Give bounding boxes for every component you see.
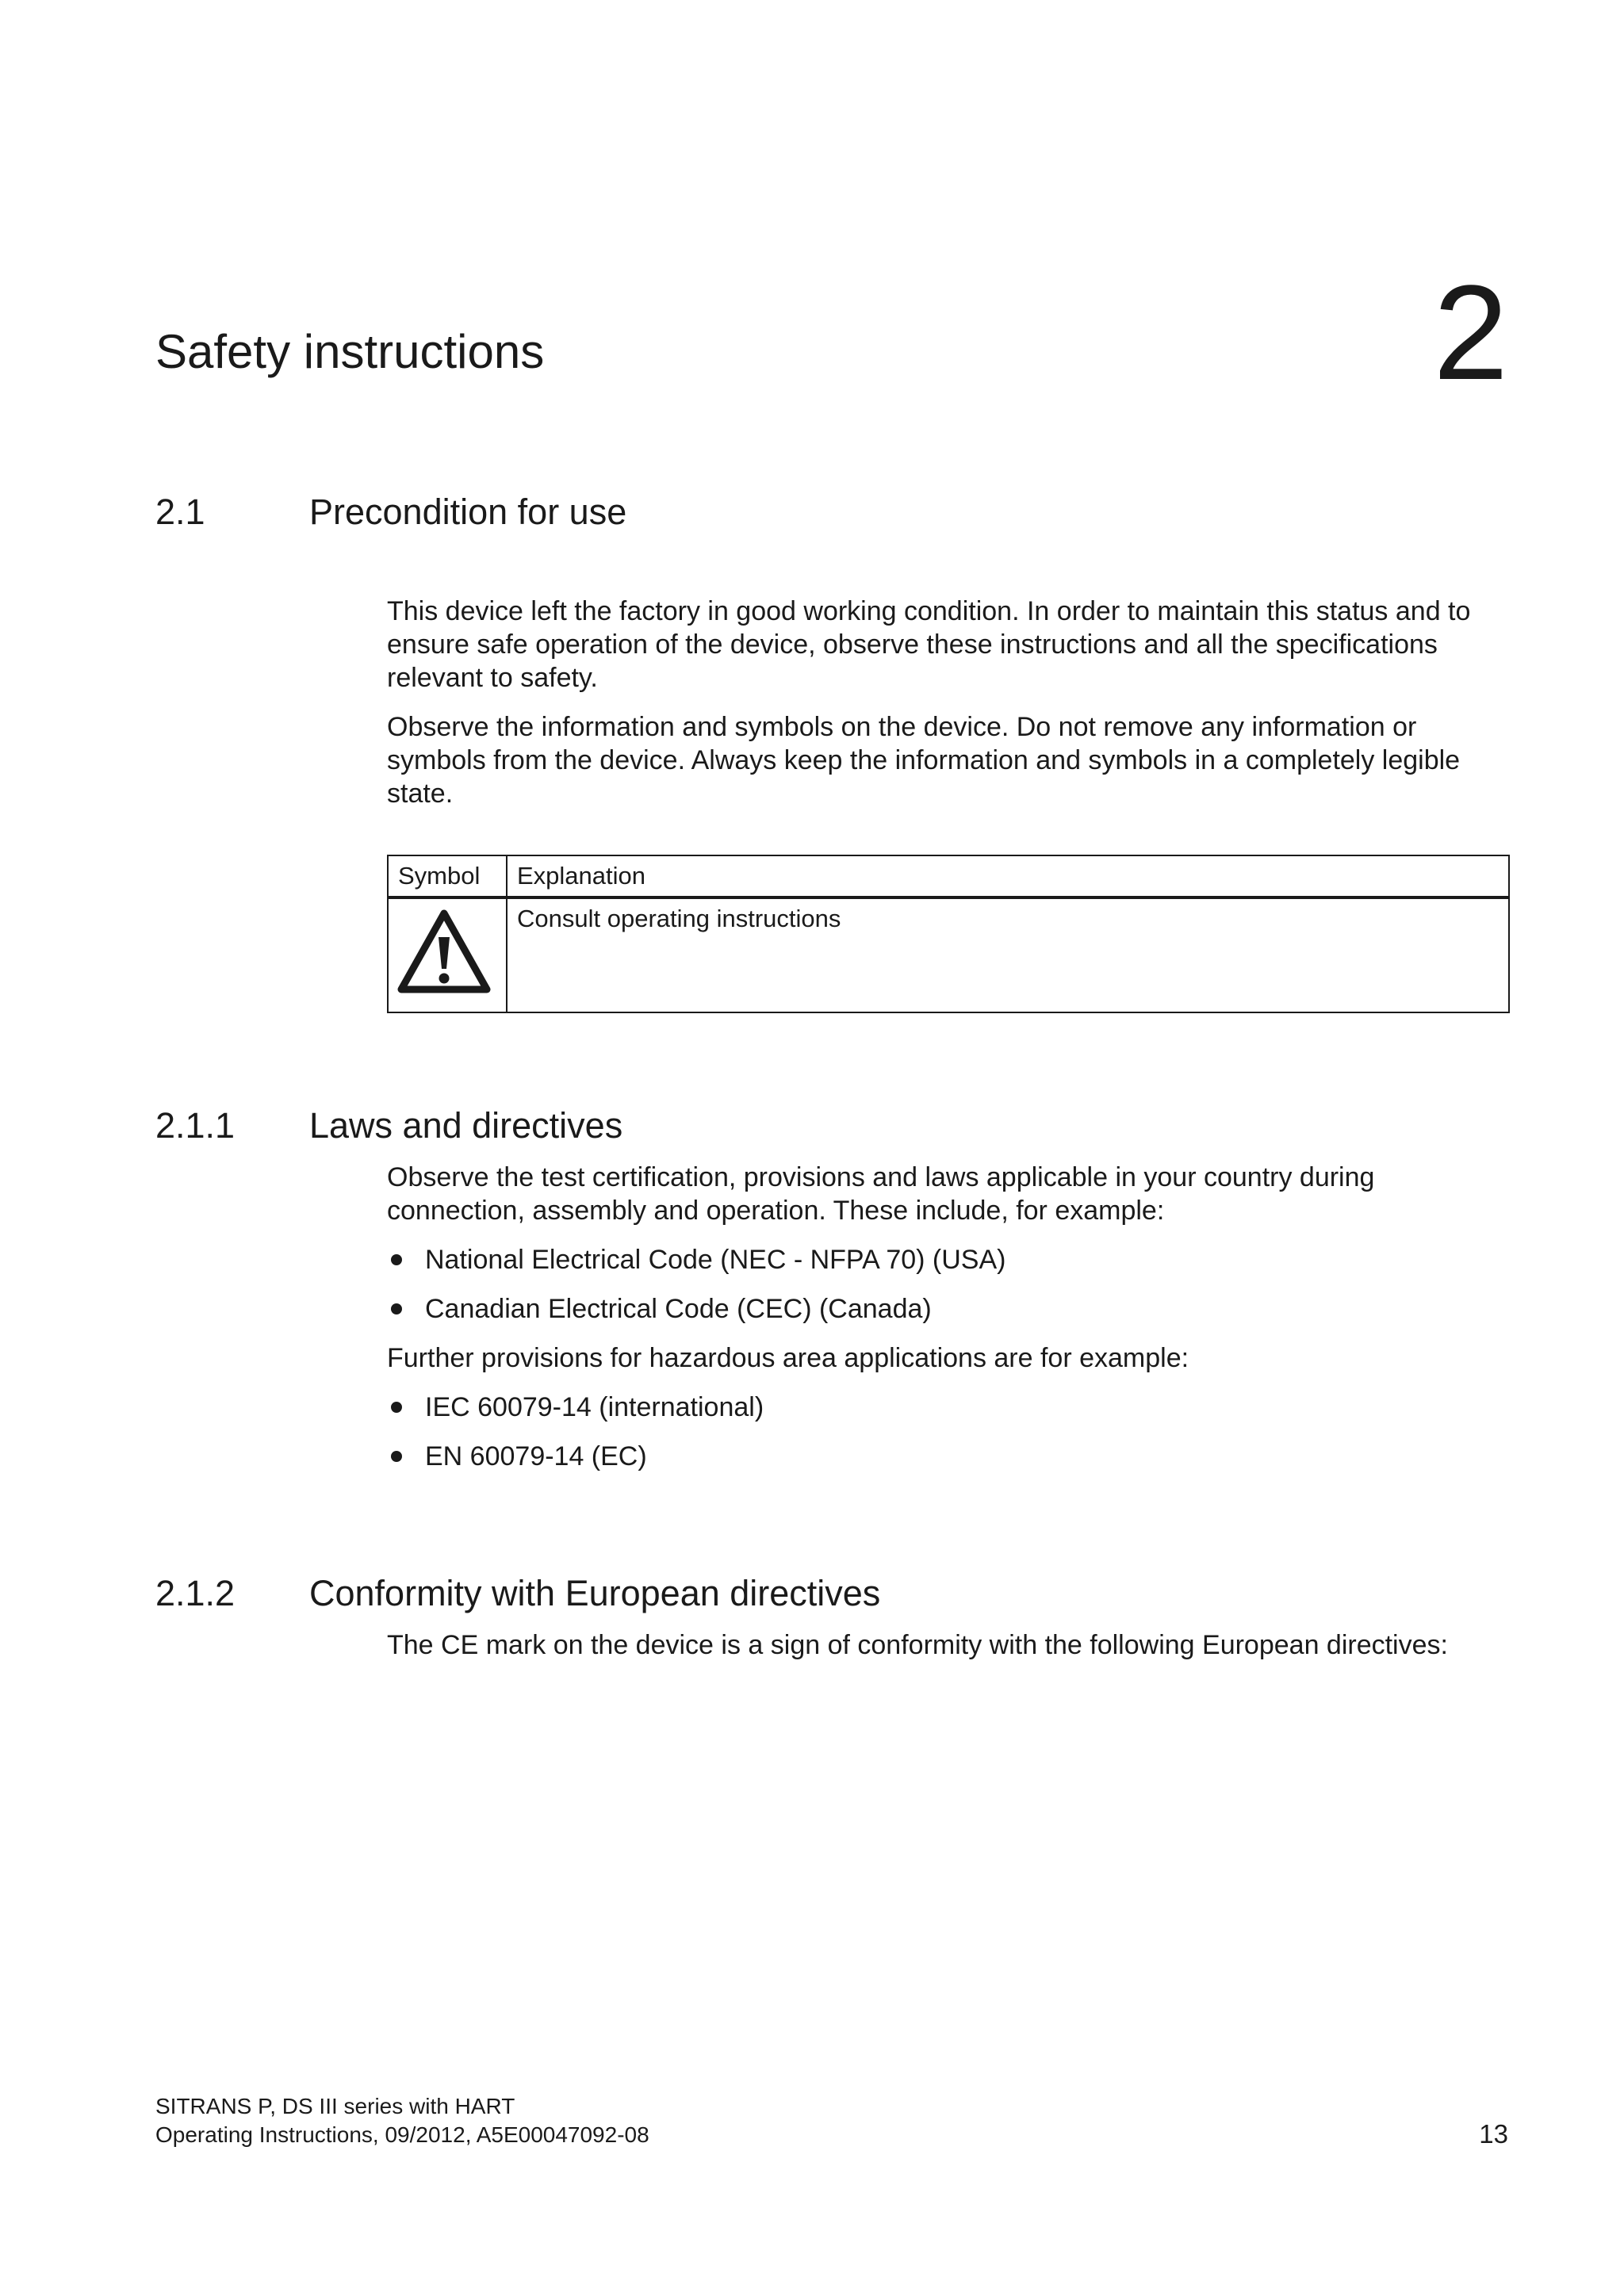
list-item-text: IEC 60079-14 (international): [425, 1392, 764, 1422]
bullet-dot: [391, 1254, 402, 1265]
bullet-dot: [391, 1451, 402, 1462]
section-2-1-title: Precondition for use: [309, 492, 627, 532]
table-header-symbol: Symbol: [388, 855, 507, 897]
paragraph: This device left the factory in good working condition. In order to maintain this status and to ensure safe operation of the device, observe these instructions and all the specifications relevant to safety.: [387, 596, 1471, 693]
explanation-cell: Consult operating instructions: [507, 897, 1509, 1012]
table-header-explanation: Explanation: [507, 855, 1509, 897]
table-header-row: [388, 855, 1509, 897]
paragraph: Observe the information and symbols on the device. Do not remove any information or symbols from the device. Always keep the information and symbols in a completely legible state.: [387, 712, 1461, 809]
chapter-title: Safety instructions: [155, 325, 545, 378]
section-2-1-2-body: [387, 1628, 1513, 1678]
list-item-text: Canadian Electrical Code (CEC) (Canada): [425, 1294, 932, 1324]
bullet-dot: [391, 1402, 402, 1413]
section-2-1-1-body: [387, 1161, 1513, 1489]
paragraph: The CE mark on the device is a sign of conformity with the following European directives:: [387, 1630, 1448, 1660]
bullet-dot: [391, 1303, 402, 1314]
chapter-number: 2: [1433, 258, 1508, 408]
list-item: [387, 1391, 1513, 1424]
table-row: [388, 897, 1509, 1012]
list-item: [387, 1243, 1513, 1276]
symbol-table: [387, 855, 1510, 1013]
paragraph: Further provisions for hazardous area applications are for example:: [387, 1343, 1189, 1373]
section-2-1-2-title: Conformity with European directives: [309, 1573, 881, 1613]
section-2-1-1-title: Laws and directives: [309, 1105, 623, 1146]
warning-triangle-icon: [396, 907, 492, 996]
symbol-cell: [388, 897, 507, 1012]
list-item: [387, 1292, 1513, 1326]
list-item-text: National Electrical Code (NEC - NFPA 70) (USA): [425, 1245, 1006, 1275]
section-2-1-1-number: 2.1.1: [155, 1105, 236, 1146]
bullet-list: [387, 1391, 1513, 1473]
section-2-1-body: [387, 595, 1513, 826]
bullet-list: [387, 1243, 1513, 1326]
list-item-text: EN 60079-14 (EC): [425, 1441, 647, 1471]
footer-document-info: Operating Instructions, 09/2012, A5E00047092-08: [155, 2122, 649, 2147]
paragraph: Observe the test certification, provisions and laws applicable in your country during connection, assembly and operation. These include, for example:: [387, 1162, 1375, 1226]
page-number: 13: [1479, 2119, 1508, 2149]
footer-product: SITRANS P, DS III series with HART: [155, 2094, 515, 2118]
list-item: [387, 1440, 1513, 1473]
section-2-1-number: 2.1: [155, 492, 205, 532]
section-2-1-2-number: 2.1.2: [155, 1573, 236, 1613]
